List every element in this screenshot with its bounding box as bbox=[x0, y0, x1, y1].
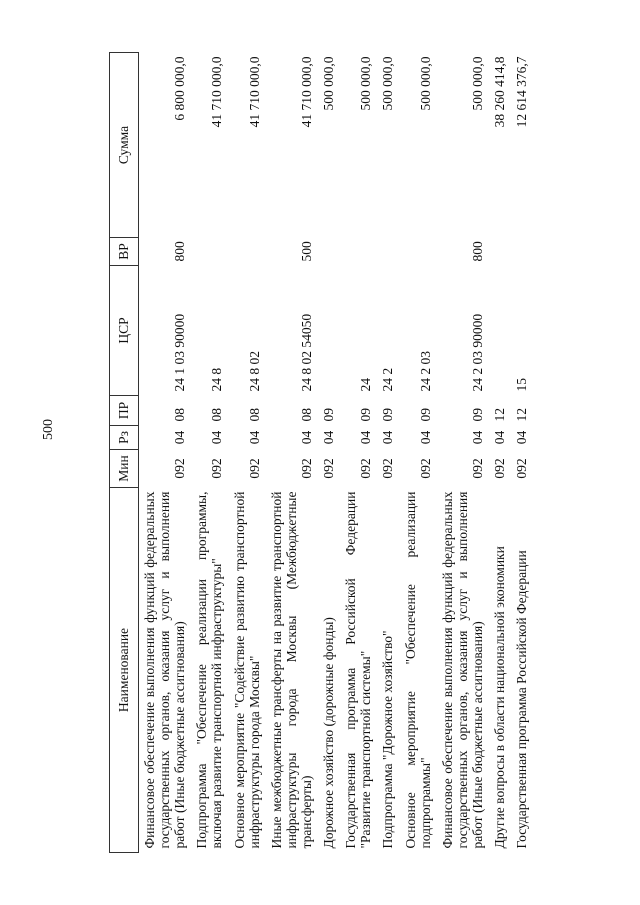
cell-rz: 04 bbox=[358, 430, 374, 445]
cell-csr: 24 2 03 bbox=[417, 351, 433, 392]
cell-csr: 24 2 bbox=[380, 367, 396, 392]
cell-csr: 24 2 03 90000 bbox=[469, 313, 485, 392]
table-row bbox=[139, 53, 192, 853]
cell-csr: 24 8 bbox=[209, 367, 225, 392]
cell-vr bbox=[229, 238, 266, 266]
table-row bbox=[400, 53, 437, 853]
table-row bbox=[191, 53, 228, 853]
cell-csr: 24 bbox=[358, 378, 374, 392]
table-body bbox=[139, 53, 534, 853]
header-min: Мин bbox=[110, 450, 139, 488]
cell-csr bbox=[489, 266, 511, 396]
cell-pr: 12 bbox=[492, 408, 508, 422]
header-vr: ВР bbox=[110, 238, 139, 266]
table-header bbox=[110, 53, 139, 853]
cell-vr bbox=[489, 238, 511, 266]
cell-pr: 08 bbox=[246, 408, 262, 422]
cell-rz: 04 bbox=[469, 430, 485, 445]
cell-name: Государственная программа Российской Федерации "Развитие транспортной системы" bbox=[343, 491, 374, 849]
cell-sum: 12 614 376,7 bbox=[514, 56, 530, 128]
cell-pr: 09 bbox=[469, 408, 485, 422]
cell-min: 092 bbox=[380, 458, 396, 479]
cell-name: Финансовое обеспечение выполнения функций федеральных государственных органов, оказания услуг и выполнения работ (Иные бюджетные ассигнования) bbox=[439, 491, 485, 849]
cell-name: Другие вопросы в области национальной экономики bbox=[492, 546, 508, 849]
cell-csr: 24 8 02 bbox=[246, 351, 262, 392]
cell-csr bbox=[318, 266, 340, 396]
cell-sum: 500 000,0 bbox=[469, 56, 485, 111]
page-number: 500 bbox=[41, 419, 56, 440]
budget-table bbox=[109, 52, 533, 853]
header-name: Наименование bbox=[110, 488, 139, 853]
cell-pr: 09 bbox=[417, 408, 433, 422]
header-sum: Сумма bbox=[110, 53, 139, 238]
cell-rz: 04 bbox=[246, 430, 262, 445]
cell-pr: 08 bbox=[209, 408, 225, 422]
header-rz: Рз bbox=[110, 426, 139, 450]
cell-rz: 04 bbox=[417, 430, 433, 445]
cell-vr bbox=[400, 238, 437, 266]
table-row bbox=[511, 53, 533, 853]
cell-name: Дорожное хозяйство (дорожные фонды) bbox=[321, 617, 337, 849]
table-row bbox=[489, 53, 511, 853]
cell-sum: 38 260 414,8 bbox=[492, 56, 508, 128]
cell-name: Финансовое обеспечение выполнения функций федеральных государственных органов, оказания услуг и выполнения работ (Иные бюджетные ассигнования) bbox=[142, 491, 188, 849]
cell-sum: 500 000,0 bbox=[358, 56, 374, 111]
cell-min: 092 bbox=[321, 458, 337, 479]
cell-sum: 41 710 000,0 bbox=[246, 56, 262, 128]
cell-rz: 04 bbox=[380, 430, 396, 445]
cell-name: Иные межбюджетные трансферты на развитие транспортной инфраструктуры города Москвы (Межбюджетные трансферты) bbox=[268, 491, 314, 849]
table-row bbox=[437, 53, 489, 853]
cell-sum: 6 800 000,0 bbox=[172, 56, 188, 121]
cell-pr: 08 bbox=[172, 408, 188, 422]
table-row bbox=[377, 53, 399, 853]
cell-min: 092 bbox=[358, 458, 374, 479]
cell-min: 092 bbox=[246, 458, 262, 479]
cell-pr: 12 bbox=[514, 408, 530, 422]
cell-csr: 15 bbox=[514, 378, 530, 392]
rotated-page-content bbox=[109, 53, 609, 853]
cell-name: Подпрограмма "Дорожное хозяйство" bbox=[380, 630, 396, 849]
cell-sum: 41 710 000,0 bbox=[298, 56, 314, 128]
cell-vr bbox=[511, 238, 533, 266]
cell-min: 092 bbox=[417, 458, 433, 479]
header-pr: ПР bbox=[110, 396, 139, 426]
table-row bbox=[340, 53, 377, 853]
header-row bbox=[110, 53, 139, 853]
cell-pr: 09 bbox=[321, 408, 337, 422]
cell-vr: 800 bbox=[172, 241, 188, 262]
cell-min: 092 bbox=[298, 458, 314, 479]
cell-sum: 500 000,0 bbox=[417, 56, 433, 111]
cell-vr bbox=[340, 238, 377, 266]
cell-min: 092 bbox=[209, 458, 225, 479]
table-row bbox=[229, 53, 266, 853]
cell-rz: 04 bbox=[321, 430, 337, 445]
cell-min: 092 bbox=[514, 458, 530, 479]
table-row bbox=[318, 53, 340, 853]
cell-vr bbox=[318, 238, 340, 266]
cell-vr: 500 bbox=[298, 241, 314, 262]
cell-sum: 41 710 000,0 bbox=[209, 56, 225, 128]
cell-sum: 500 000,0 bbox=[321, 56, 337, 111]
cell-name: Основное мероприятие "Обеспечение реализации подпрограммы" bbox=[402, 491, 433, 849]
table-row bbox=[266, 53, 318, 853]
cell-vr bbox=[377, 238, 399, 266]
cell-name: Основное мероприятие "Содействие развитию транспортной инфраструктуры города Москвы" bbox=[231, 491, 262, 849]
cell-min: 092 bbox=[492, 458, 508, 479]
cell-rz: 04 bbox=[298, 430, 314, 445]
cell-name: Государственная программа Российской Федерации bbox=[514, 550, 530, 849]
cell-rz: 04 bbox=[209, 430, 225, 445]
cell-rz: 04 bbox=[492, 430, 508, 445]
cell-csr: 24 8 02 54050 bbox=[298, 313, 314, 392]
cell-vr bbox=[191, 238, 228, 266]
cell-rz: 04 bbox=[172, 430, 188, 445]
header-csr: ЦСР bbox=[110, 266, 139, 396]
cell-rz: 04 bbox=[514, 430, 530, 445]
cell-csr: 24 1 03 90000 bbox=[172, 313, 188, 392]
cell-pr: 08 bbox=[298, 408, 314, 422]
cell-min: 092 bbox=[172, 458, 188, 479]
cell-pr: 09 bbox=[380, 408, 396, 422]
cell-min: 092 bbox=[469, 458, 485, 479]
cell-name: Подпрограмма "Обеспечение реализации программы, включая развитие транспортной инфраструктуры" bbox=[194, 491, 225, 849]
cell-pr: 09 bbox=[358, 408, 374, 422]
cell-vr: 800 bbox=[469, 241, 485, 262]
cell-sum: 500 000,0 bbox=[380, 56, 396, 111]
